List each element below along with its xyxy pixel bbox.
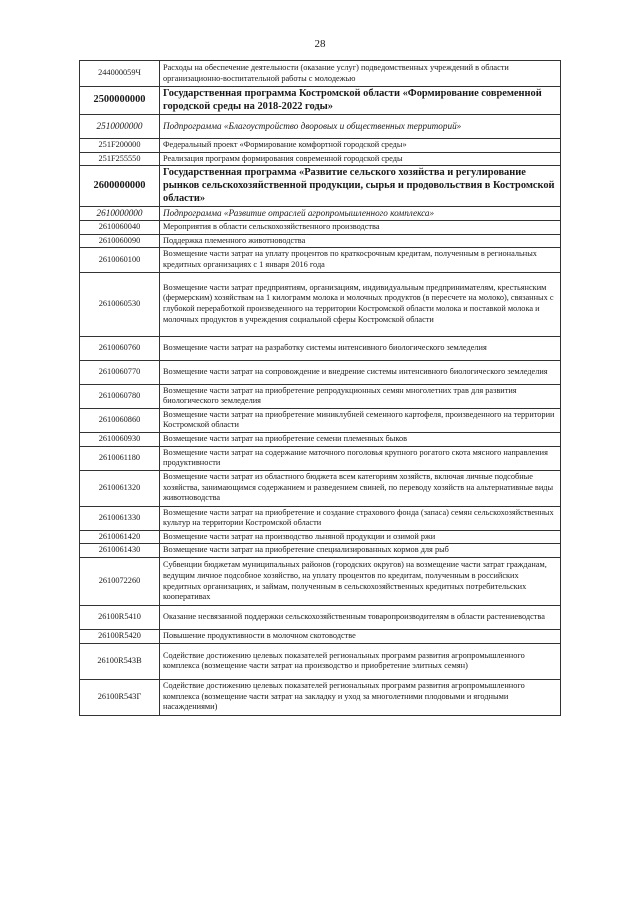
expense-description: Федеральный проект «Формирование комфортной городской среды» [160, 139, 561, 153]
classification-code: 2610000000 [80, 207, 160, 221]
table-row [80, 544, 561, 558]
table-row [80, 166, 561, 207]
expense-description: Возмещение части затрат на приобретение репродукционных семян многолетних трав для развития биологического земледелия [160, 384, 561, 408]
budget-classification-table [79, 60, 561, 716]
classification-code: 2610061430 [80, 544, 160, 558]
table-row [80, 234, 561, 248]
table-row [80, 408, 561, 432]
expense-description: Возмещение части затрат на приобретение семени племенных быков [160, 432, 561, 446]
expense-description: Содействие достижению целевых показателей региональных программ развития агропромышленного комплекса (возмещение части затрат на закладку и уход за многолетними плодовыми и ягодными насаждениями) [160, 679, 561, 715]
table-row [80, 87, 561, 115]
expense-description: Государственная программа «Развитие сельского хозяйства и регулирование рынков сельскохозяйственной продукции, сырья и продовольствия в Костромской области» [160, 166, 561, 207]
expense-description: Оказание несвязанной поддержки сельскохозяйственным товаропроизводителям в области растениеводства [160, 606, 561, 630]
classification-code: 251F255550 [80, 152, 160, 166]
classification-code: 2610060860 [80, 408, 160, 432]
expense-description: Расходы на обеспечение деятельности (оказание услуг) подведомственных учреждений в области организационно-воспитательной работы с молодежью [160, 61, 561, 87]
classification-code: 2510000000 [80, 115, 160, 139]
expense-description: Мероприятия в области сельскохозяйственного производства [160, 221, 561, 235]
expense-description: Возмещение части затрат на разработку системы интенсивного биологического земледелия [160, 336, 561, 360]
expense-description: Поддержка племенного животноводства [160, 234, 561, 248]
table-row [80, 470, 561, 506]
table-row [80, 384, 561, 408]
classification-code: 2610061320 [80, 470, 160, 506]
table-row [80, 606, 561, 630]
expense-description: Возмещение части затрат из областного бюджета всем категориям хозяйств, включая личные подсобные хозяйства, занимающимся содержанием и разведением свиней, по переводу хозяйств на альтернативные виды животноводства [160, 470, 561, 506]
table-row [80, 360, 561, 384]
classification-code: 26100R543Г [80, 679, 160, 715]
classification-code: 26100R5420 [80, 630, 160, 644]
classification-code: 2610060100 [80, 248, 160, 272]
table-row [80, 506, 561, 530]
table-row [80, 221, 561, 235]
table-row [80, 272, 561, 336]
classification-code: 2610061180 [80, 446, 160, 470]
classification-code: 2600000000 [80, 166, 160, 207]
table-row [80, 558, 561, 606]
classification-code: 2610060770 [80, 360, 160, 384]
expense-description: Субвенции бюджетам муниципальных районов (городских округов) на возмещение части затрат гражданам, ведущим личное подсобное хозяйство, на уплату процентов по кредитам, полученным в российских кредитных организациях, и займам, полученным в сельскохозяйственных кредитных потребительских кооперативах [160, 558, 561, 606]
expense-description: Возмещение части затрат на производство льняной продукции и озимой ржи [160, 530, 561, 544]
table-row [80, 432, 561, 446]
classification-code: 2610060930 [80, 432, 160, 446]
classification-code: 244000059Ч [80, 61, 160, 87]
expense-description: Возмещение части затрат предприятиям, организациям, индивидуальным предпринимателям, крестьянским (фермерским) хозяйствам на 1 килограмм молока и молочных продуктов (в пересчете на молоко), связанных с глубокой переработкой произведенного на территории Костромской области молока и поставкой молока и молочных продуктов в учреждения социальной сферы Костромской области [160, 272, 561, 336]
page-number: 28 [314, 38, 326, 50]
expense-description: Содействие достижению целевых показателей региональных программ развития агропромышленного комплекса (возмещение части затрат на производство и приобретение элитных семян) [160, 643, 561, 679]
expense-description: Возмещение части затрат на приобретение специализированных кормов для рыб [160, 544, 561, 558]
classification-code: 2610060530 [80, 272, 160, 336]
expense-description: Подпрограмма «Развитие отраслей агропромышленного комплекса» [160, 207, 561, 221]
classification-code: 2610061420 [80, 530, 160, 544]
table-row [80, 207, 561, 221]
table-row [80, 152, 561, 166]
classification-code: 26100R543B [80, 643, 160, 679]
expense-description: Возмещение части затрат на сопровождение и внедрение системы интенсивного биологического земледелия [160, 360, 561, 384]
classification-code: 2610060780 [80, 384, 160, 408]
classification-code: 2610061330 [80, 506, 160, 530]
table-row [80, 630, 561, 644]
expense-description: Возмещение части затрат на приобретение миниклубней семенного картофеля, произведенного на территории Костромской области [160, 408, 561, 432]
table-row [80, 446, 561, 470]
classification-code: 2610060090 [80, 234, 160, 248]
table-row [80, 139, 561, 153]
classification-code: 2610060040 [80, 221, 160, 235]
expense-description: Государственная программа Костромской области «Формирование современной городской среды на 2018-2022 годы» [160, 87, 561, 115]
classification-code: 2610072260 [80, 558, 160, 606]
classification-code: 26100R5410 [80, 606, 160, 630]
table-row [80, 643, 561, 679]
table-row [80, 336, 561, 360]
expense-description: Подпрограмма «Благоустройство дворовых и общественных территорий» [160, 115, 561, 139]
table-body [80, 61, 561, 716]
expense-description: Повышение продуктивности в молочном скотоводстве [160, 630, 561, 644]
classification-code: 2610060760 [80, 336, 160, 360]
expense-description: Возмещение части затрат на приобретение и создание страхового фонда (запаса) семян сельскохозяйственных культур на территории Костромской области [160, 506, 561, 530]
table-row [80, 530, 561, 544]
expense-description: Реализация программ формирования современной городской среды [160, 152, 561, 166]
classification-code: 251F200000 [80, 139, 160, 153]
table-row [80, 115, 561, 139]
classification-code: 2500000000 [80, 87, 160, 115]
table-row [80, 679, 561, 715]
expense-description: Возмещение части затрат на содержание маточного поголовья крупного рогатого скота мясного направления продуктивности [160, 446, 561, 470]
expense-description: Возмещение части затрат на уплату процентов по краткосрочным кредитам, полученным в региональных кредитных организациях с 1 января 2016 года [160, 248, 561, 272]
table-row [80, 61, 561, 87]
table-row [80, 248, 561, 272]
